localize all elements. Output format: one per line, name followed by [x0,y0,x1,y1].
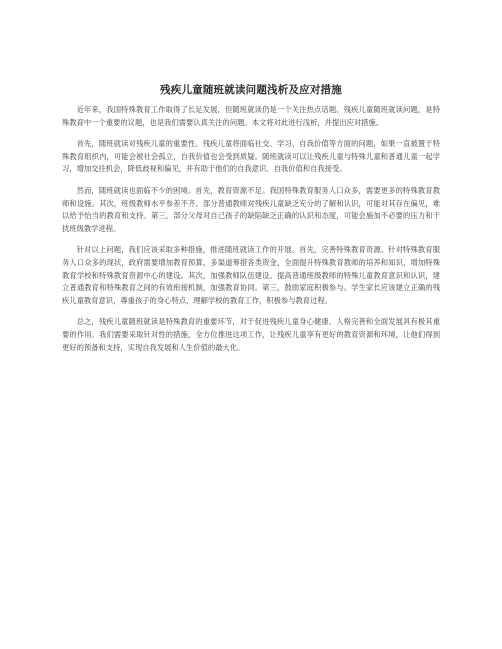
paragraph-conclusion: 总之，残疾儿童随班就读是特殊教育的重要环节，对于促进残疾儿童身心健康、人格完善和全面发展具有极其重要的作用。我们需要采取针对性的措施，全方位推进这项工作，让残疾儿童享有更好的教育资源和环境，让他们得到更好的预备和支持，实现自我发展和人生价值的最大化。 [62,317,440,352]
paragraph-difficulties: 然而，随班就读也面临不少的困境。首先，教育资源不足。我国特殊教育服务人口众多，需要更多的特殊教育教师和设施。其次，班级教师水平参差不齐。部分普通教师对残疾儿童缺乏充分的了解和认识，可能对其存在偏见，难以给予恰当的教育和支持。第三，部分父母对自己孩子的缺陷缺乏正确的认识和态度，可能会施加不必要的压力和干扰班级教学进程。 [62,185,440,233]
paragraph-measures: 针对以上问题，我们应该采取多种措施，推进随班就读工作的开展。首先，完善特殊教育资源。针对特殊教育服务人口众多的现状，政府需要增加教育预算，多渠道筹措各类资金，全面提升特殊教育教师的培养和知识，增加特殊教育学校和特殊教育资源中心的建设。其次，加强教师队伍建设。提高普通班级教师的特殊儿童教育意识和认识，建立普通教育和特殊教育之间的有效衔接机制，加强教育协同。第三，鼓励家庭积极参与。学生家长应该建立正确的残疾儿童教育意识，尊重孩子的身心特点，理解学校的教育工作，积极参与教育过程。 [62,245,440,305]
paragraph-importance: 首先，随班就读对残疾儿童的重要性。残疾儿童将面临社交、学习、自我价值等方面的问题，如果一直被置于特殊教育组织内，可能会被社会孤立，自我价值也会受到质疑。随班就读可以让残疾儿童与特殊儿童和普通儿童一起学习，增加交往机会，降低歧视和偏见，并有助于他们的自我意识、自我价值和自我接受。 [62,139,440,174]
document-body [62,104,440,363]
paragraph-intro: 近年来，我国特殊教育工作取得了长足发展，但随班就读仍是一个关注热点话题。残疾儿童随班就读问题，是特殊教育中一个重要的议题，也是我们需要认真关注的问题。本文将对此进行浅析，并提出应对措施。 [62,105,440,127]
document-title: 残疾儿童随班就读问题浅析及应对措施 [160,84,342,96]
